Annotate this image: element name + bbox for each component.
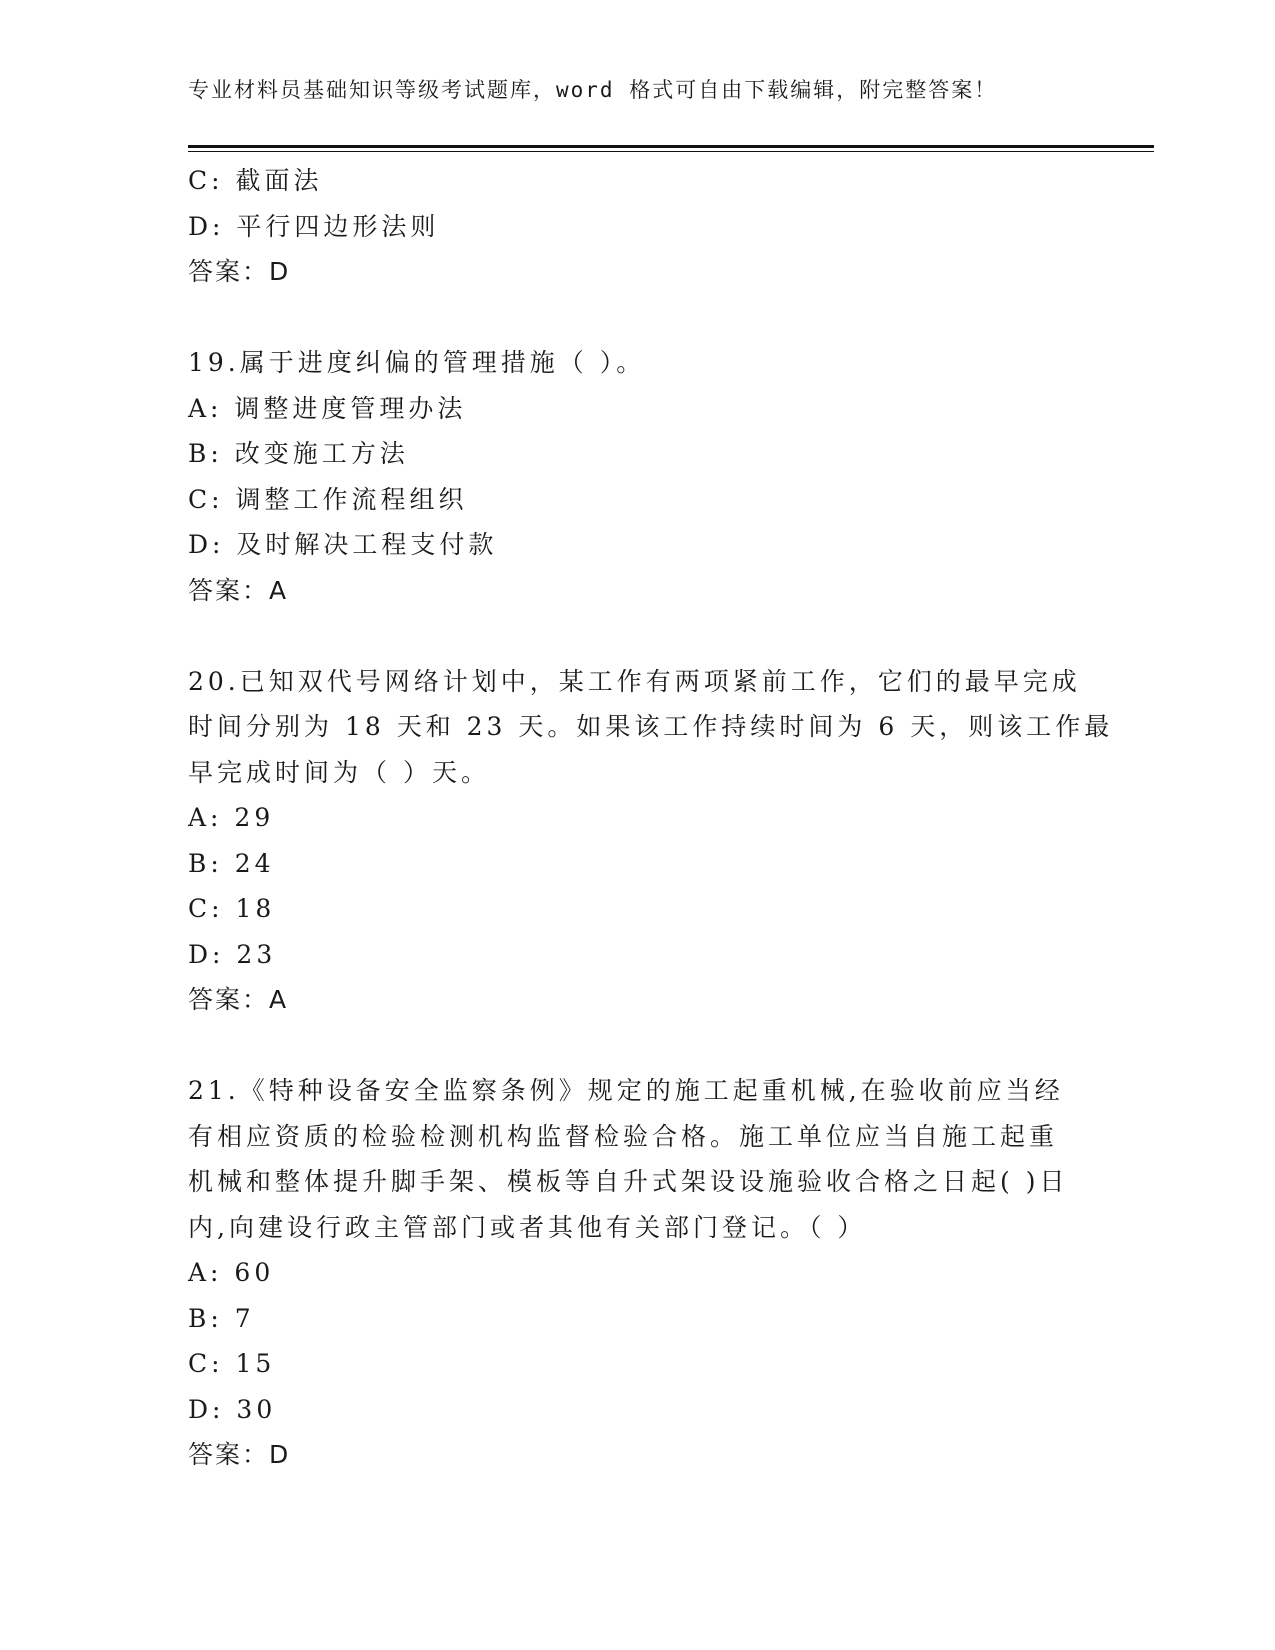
option-d: D: 23 <box>188 939 277 969</box>
option-c: C: 调整工作流程组织 <box>188 484 468 514</box>
prev-question <box>188 158 1088 295</box>
stem-line: 早完成时间为（ ）天。 <box>188 757 490 787</box>
answer-line: 答案：D <box>188 257 291 286</box>
stem-line: 机械和整体提升脚手架、模板等自升式架设设施验收合格之日起( )日 <box>188 1167 1069 1196</box>
question-content <box>188 158 1114 1478</box>
stem-line: 内,向建设行政主管部门或者其他有关部门登记。（ ） <box>188 1212 867 1242</box>
header-divider <box>188 145 1154 148</box>
answer-line: 答案：A <box>188 575 289 605</box>
option-a: A: 调整进度管理办法 <box>188 393 467 423</box>
page-header: 专业材料员基础知识等级考试题库，word 格式可自由下载编辑，附完整答案！ <box>188 78 998 102</box>
option-c: C: 15 <box>188 1349 276 1378</box>
stem-line: 20.已知双代号网络计划中，某工作有两项紧前工作，它们的最早完成 <box>188 666 1081 696</box>
option-d: D: 平行四边形法则 <box>188 211 440 241</box>
stem-line: 时间分别为 18 天和 23 天。如果该工作持续时间为 6 天，则该工作最 <box>188 712 1114 741</box>
option-b: B: 24 <box>188 848 275 878</box>
answer-line: 答案：D <box>188 1440 291 1469</box>
header-divider-thin <box>188 151 1154 152</box>
question-20 <box>188 659 1114 1023</box>
question-stem <box>188 659 1114 796</box>
spacer <box>188 1023 1088 1069</box>
option-d: D: 30 <box>188 1394 277 1424</box>
spacer <box>188 295 1088 341</box>
option-c: C: 截面法 <box>188 166 323 195</box>
option-a: A: 60 <box>188 1258 275 1287</box>
answer-line: 答案：A <box>188 985 289 1014</box>
option-b: B: 7 <box>188 1303 255 1333</box>
spacer <box>188 613 1088 659</box>
question-stem <box>188 340 1088 386</box>
question-stem <box>188 1068 1088 1250</box>
option-b: B: 改变施工方法 <box>188 439 409 468</box>
question-21 <box>188 1068 1088 1478</box>
option-d: D: 及时解决工程支付款 <box>188 530 498 559</box>
question-19 <box>188 340 1088 613</box>
stem-line: 有相应资质的检验检测机构监督检验合格。施工单位应当自施工起重 <box>188 1121 1059 1151</box>
stem-line: 21.《特种设备安全监察条例》规定的施工起重机械,在验收前应当经 <box>188 1076 1064 1105</box>
option-a: A: 29 <box>188 803 275 832</box>
stem-line: 19.属于进度纠偏的管理措施（ ）。 <box>188 348 646 377</box>
option-c: C: 18 <box>188 894 276 923</box>
